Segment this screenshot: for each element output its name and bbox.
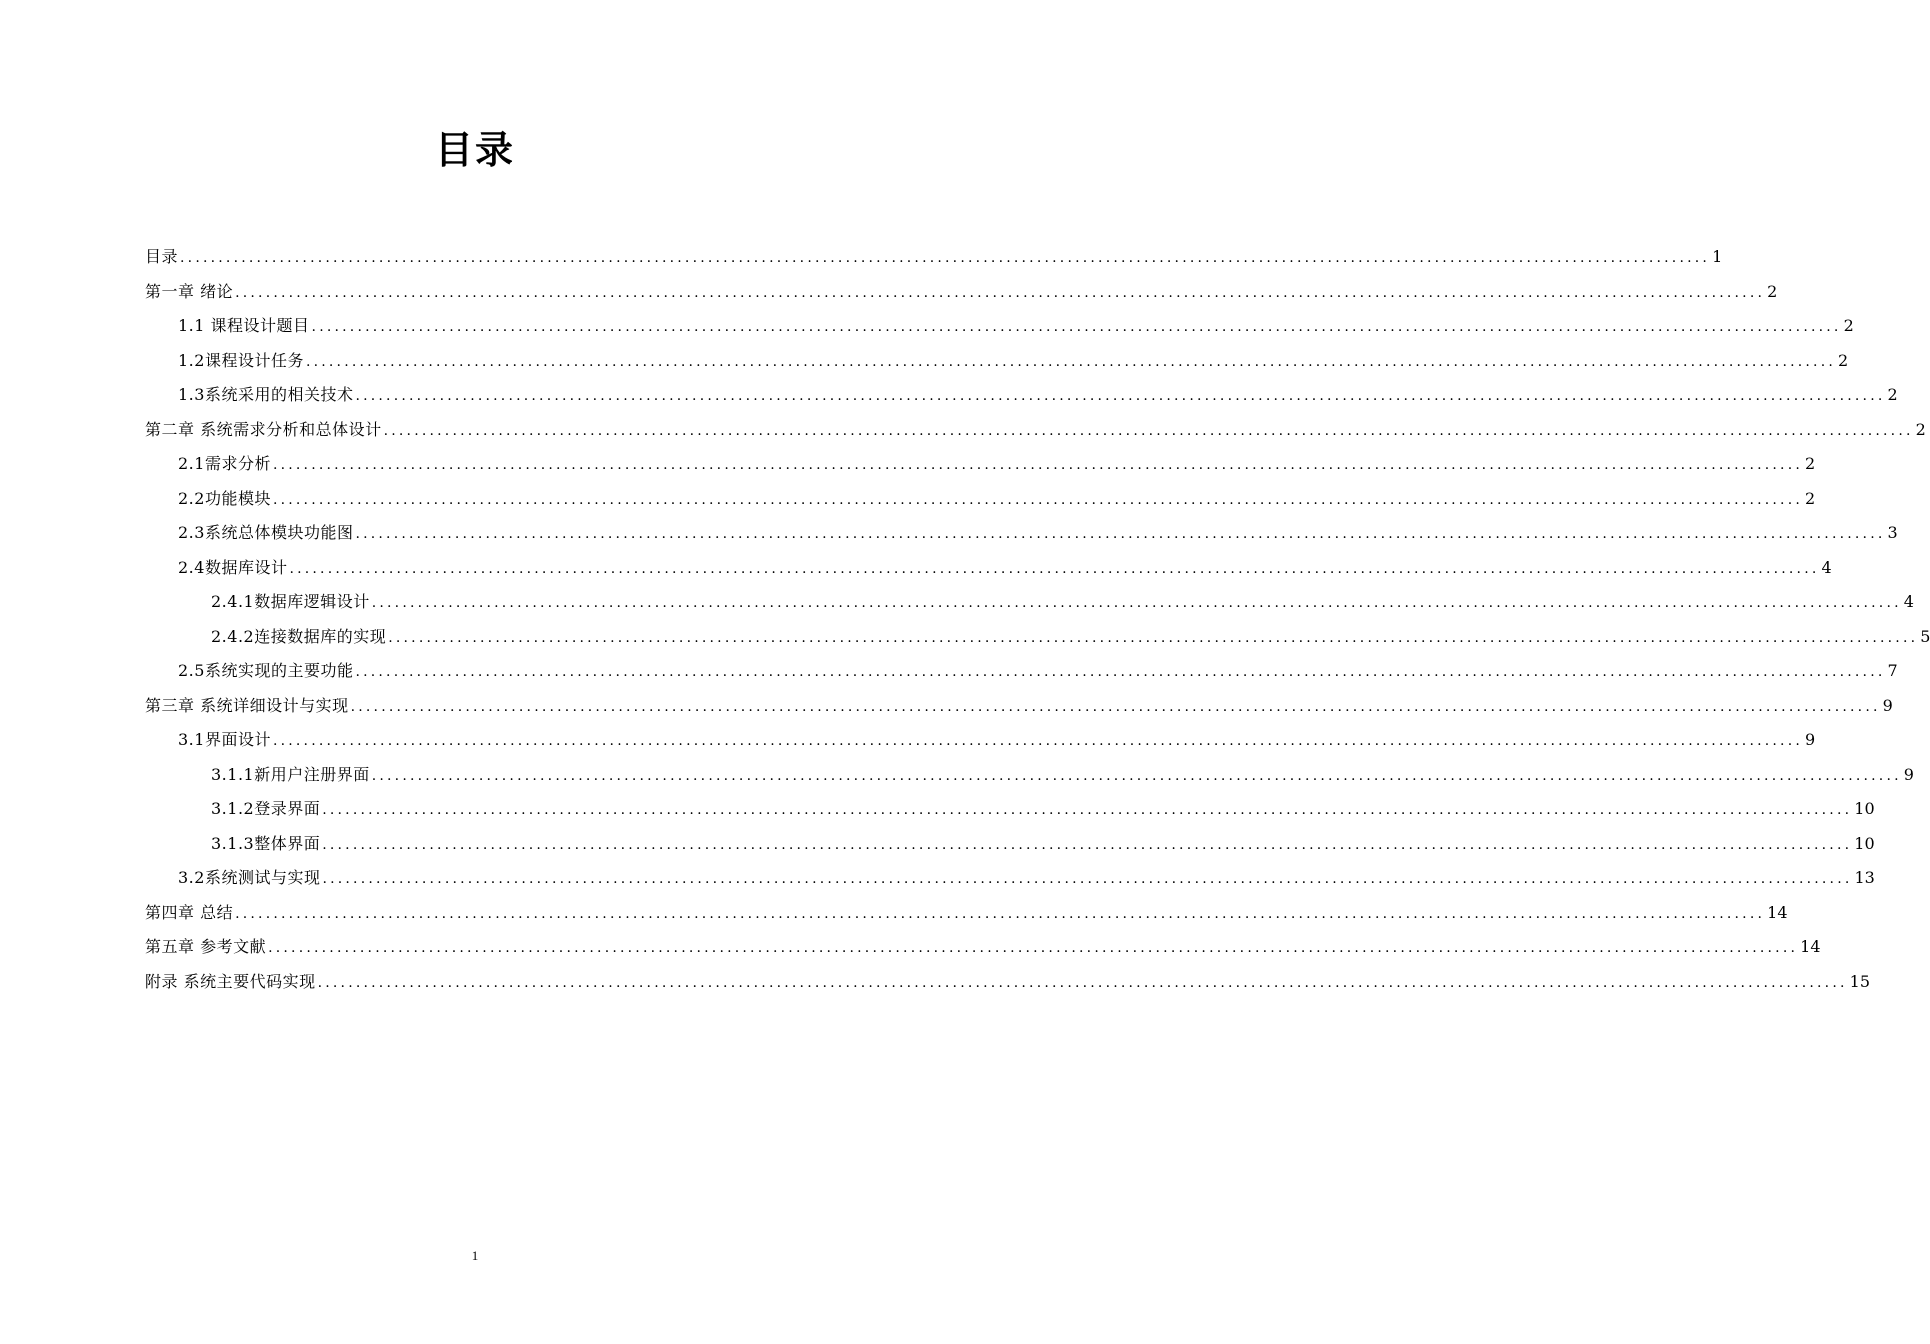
toc-entry[interactable] <box>145 516 1898 551</box>
toc-entry-label: 1.1 课程设计题目 <box>178 316 310 335</box>
toc-entry-page: 2 <box>1838 350 1849 370</box>
toc-entry[interactable] <box>145 965 1870 1000</box>
toc-entry[interactable] <box>145 275 1778 310</box>
toc-entry[interactable] <box>145 896 1788 931</box>
toc-entry-page: 2 <box>1767 281 1778 301</box>
toc-dot-leader: ........................................................................................................................................................................................................ <box>322 871 1853 887</box>
page-title: 目录 <box>434 128 515 172</box>
toc-entry-page: 4 <box>1821 557 1832 577</box>
toc-dot-leader: ........................................................................................................................................................................................................ <box>355 388 1886 404</box>
toc-dot-leader: ........................................................................................................................................................................................................ <box>355 526 1886 542</box>
toc-entry[interactable] <box>145 344 1849 379</box>
toc-entry-label: 第一章 绪论 <box>145 281 234 301</box>
toc-entry-label: 3.2系统测试与实现 <box>178 868 321 887</box>
toc-entry[interactable] <box>145 482 1816 517</box>
toc-dot-leader: ........................................................................................................................................................................................................ <box>180 250 1711 266</box>
toc-entry-page: 14 <box>1800 937 1821 956</box>
toc-entry-label: 3.1.2登录界面 <box>211 799 321 818</box>
toc-entry-label: 第四章 总结 <box>145 902 234 922</box>
toc-entry[interactable] <box>145 447 1816 482</box>
toc-entry-label: 3.1.3整体界面 <box>211 833 321 853</box>
toc-entry-page: 2 <box>1805 454 1816 473</box>
toc-entry-label: 2.3系统总体模块功能图 <box>178 523 354 542</box>
toc-entry-page: 2 <box>1843 316 1854 335</box>
toc-dot-leader: ........................................................................................................................................................................................................ <box>305 353 1836 370</box>
toc-entry-page: 10 <box>1854 833 1875 853</box>
toc-entry-label: 2.4数据库设计 <box>178 557 288 577</box>
toc-dot-leader: ........................................................................................................................................................................................................ <box>371 767 1902 784</box>
toc-entry-page: 9 <box>1882 695 1893 715</box>
toc-entry-page: 7 <box>1887 661 1898 680</box>
toc-entry[interactable] <box>145 758 1914 793</box>
toc-entry[interactable] <box>145 930 1821 965</box>
toc-dot-leader: ........................................................................................................................................................................................................ <box>311 319 1842 335</box>
toc-entry-label: 第五章 参考文献 <box>145 937 267 956</box>
toc-dot-leader: ........................................................................................................................................................................................................ <box>289 560 1820 577</box>
toc-dot-leader: ........................................................................................................................................................................................................ <box>388 629 1919 646</box>
footer-page-number: 1 <box>471 1248 479 1263</box>
toc-entry-label: 1.3系统采用的相关技术 <box>178 385 354 404</box>
toc-entry-page: 13 <box>1854 868 1875 887</box>
toc-dot-leader: ........................................................................................................................................................................................................ <box>317 974 1848 991</box>
table-of-contents <box>145 240 1930 999</box>
toc-entry[interactable] <box>145 689 1893 724</box>
toc-entry[interactable] <box>145 861 1875 896</box>
toc-entry-page: 1 <box>1712 247 1723 266</box>
toc-dot-leader: ........................................................................................................................................................................................................ <box>272 733 1803 749</box>
toc-entry-label: 1.2课程设计任务 <box>178 350 304 370</box>
toc-dot-leader: ........................................................................................................................................................................................................ <box>235 284 1766 301</box>
toc-dot-leader: ........................................................................................................................................................................................................ <box>272 491 1803 508</box>
toc-entry-label: 附录 系统主要代码实现 <box>145 971 316 991</box>
toc-entry-label: 3.1界面设计 <box>178 730 271 749</box>
toc-dot-leader: ........................................................................................................................................................................................................ <box>322 836 1853 853</box>
toc-entry-page: 9 <box>1903 764 1914 784</box>
toc-entry-page: 14 <box>1767 902 1788 922</box>
toc-entry[interactable] <box>145 654 1898 689</box>
toc-entry[interactable] <box>145 551 1832 586</box>
toc-entry-label: 2.1需求分析 <box>178 454 271 473</box>
toc-entry-label: 2.2功能模块 <box>178 488 271 508</box>
toc-entry[interactable] <box>145 585 1914 620</box>
toc-entry-page: 4 <box>1903 592 1914 611</box>
toc-entry-label: 第三章 系统详细设计与实现 <box>145 695 349 715</box>
toc-entry[interactable] <box>145 413 1926 448</box>
toc-entry-label: 目录 <box>145 247 179 266</box>
toc-entry-label: 2.4.2连接数据库的实现 <box>211 626 387 646</box>
toc-entry-page: 3 <box>1887 523 1898 542</box>
toc-entry-page: 2 <box>1887 385 1898 404</box>
toc-entry[interactable] <box>145 378 1898 413</box>
toc-entry-page: 15 <box>1849 971 1870 991</box>
toc-entry-label: 3.1.1新用户注册界面 <box>211 764 370 784</box>
toc-entry-label: 2.4.1数据库逻辑设计 <box>211 592 370 611</box>
toc-dot-leader: ........................................................................................................................................................................................................ <box>355 664 1886 680</box>
toc-entry-page: 2 <box>1915 419 1926 439</box>
toc-dot-leader: ........................................................................................................................................................................................................ <box>371 595 1902 611</box>
toc-entry-page: 9 <box>1805 730 1816 749</box>
toc-dot-leader: ........................................................................................................................................................................................................ <box>268 940 1799 956</box>
toc-entry-page: 10 <box>1854 799 1875 818</box>
toc-dot-leader: ........................................................................................................................................................................................................ <box>272 457 1803 473</box>
toc-dot-leader: ........................................................................................................................................................................................................ <box>350 698 1881 715</box>
toc-entry-label: 2.5系统实现的主要功能 <box>178 661 354 680</box>
toc-entry[interactable] <box>145 827 1875 862</box>
toc-entry-page: 5 <box>1920 626 1930 646</box>
toc-entry[interactable] <box>145 792 1875 827</box>
toc-entry[interactable] <box>145 723 1816 758</box>
toc-dot-leader: ........................................................................................................................................................................................................ <box>235 905 1766 922</box>
toc-entry[interactable] <box>145 620 1930 655</box>
toc-entry[interactable] <box>145 240 1723 275</box>
toc-entry[interactable] <box>145 309 1854 344</box>
toc-entry-label: 第二章 系统需求分析和总体设计 <box>145 419 382 439</box>
toc-dot-leader: ........................................................................................................................................................................................................ <box>322 802 1853 818</box>
toc-dot-leader: ........................................................................................................................................................................................................ <box>383 422 1914 439</box>
toc-entry-page: 2 <box>1805 488 1816 508</box>
